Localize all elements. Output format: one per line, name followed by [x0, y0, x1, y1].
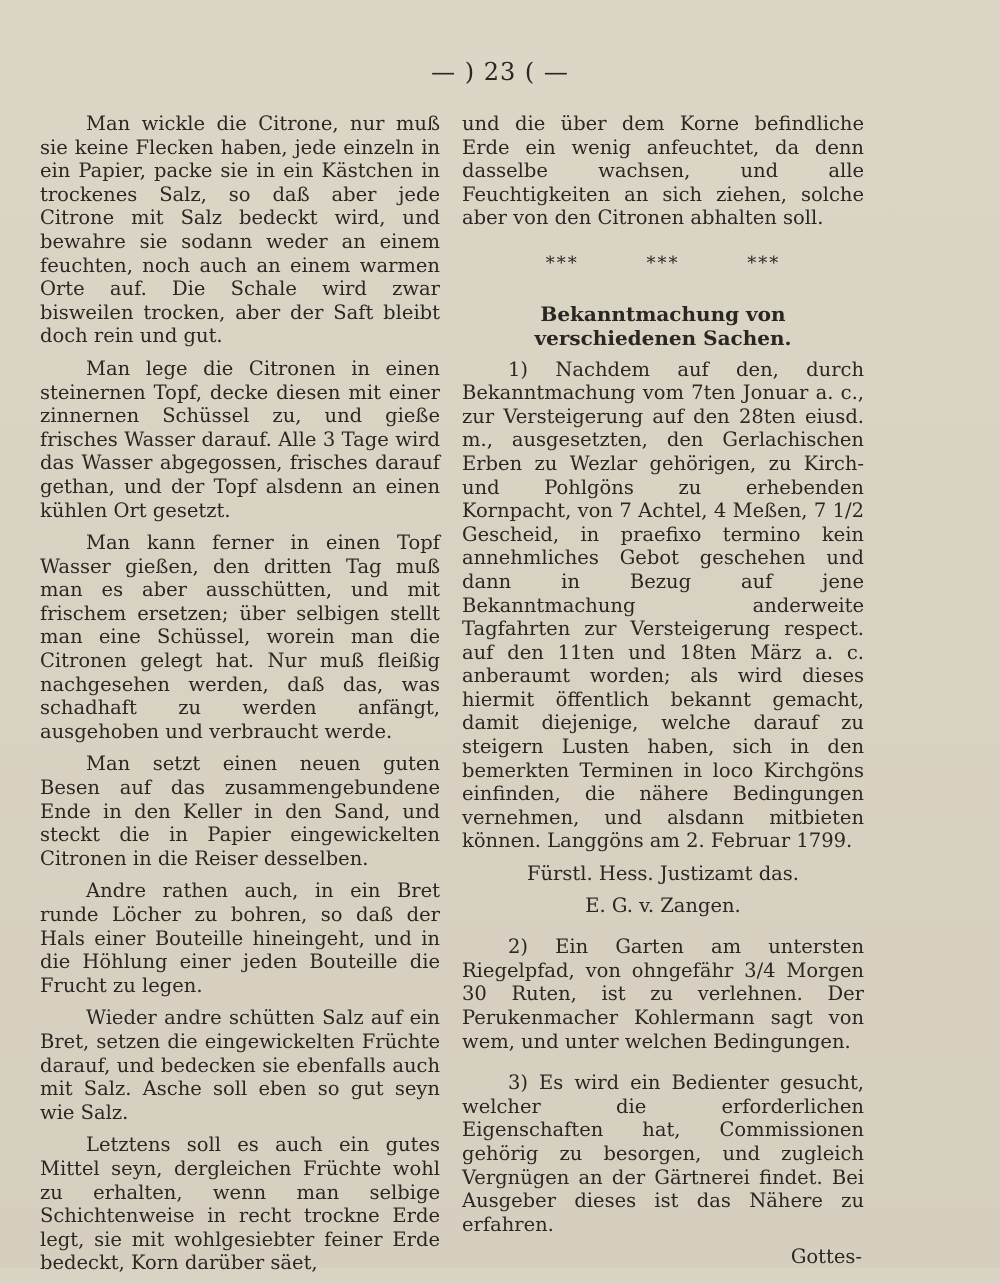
- catchword: Gottes-: [790, 1245, 862, 1269]
- right-column: [462, 112, 864, 1269]
- paragraph: Man kann ferner in einen Topf Wasser gießen, den dritten Tag muß man es aber ausschütten, und mit frischem ersetzen; über selbigen stellt man eine Schüssel, worein man die Citronen gelegt hat. Nur muß fleißig nachgesehen werden, daß das, was schadhaft zu werden anfängt, ausgehoben und verbraucht werde.: [40, 531, 440, 743]
- signature-name: E. G. v. Zangen.: [585, 893, 741, 917]
- section-divider-stars: *** *** ***: [545, 252, 781, 274]
- paragraph: Man setzt einen neuen guten Besen auf das zusammengebundene Ende in den Keller in den Sand, und steckt die in Papier eingewickelten Citronen in die Reiser desselben.: [40, 752, 440, 870]
- paragraph: Wieder andre schütten Salz auf ein Bret, setzen die eingewickelten Früchte darauf, und bedecken sie ebenfalls auch mit Salz. Asche soll eben so gut seyn wie Salz.: [40, 1006, 440, 1124]
- section-title: Bekanntmachung von verschiedenen Sachen.: [534, 301, 792, 350]
- page-number-header: — ) 23 ( —: [431, 58, 569, 86]
- paragraph: Letztens soll es auch ein gutes Mittel seyn, dergleichen Früchte wohl zu erhalten, wenn man selbige Schichtenweise in recht trockne Erde legt, sie mit wohlgesiebter feiner Erde bedeckt, Korn darüber säet,: [40, 1133, 440, 1275]
- paragraph: Andre rathen auch, in ein Bret runde Löcher zu bohren, so daß der Hals einer Bouteille hineingeht, und in die Höhlung einer jeden Bouteille die Frucht zu legen.: [40, 879, 440, 997]
- notice-item-3: 3) Es wird ein Bedienter gesucht, welcher die erforderlichen Eigenschaften hat, Commissionen gehörig zu besorgen, und zugleich Vergnügen an der Gärtnerei findet. Bei Ausgeber dieses ist das Nähere zu erfahren.: [462, 1071, 864, 1236]
- signature-office: Fürstl. Hess. Justizamt das.: [526, 862, 800, 886]
- notice-item-2: 2) Ein Garten am untersten Riegelpfad, von ohngefähr 3/4 Morgen 30 Ruten, ist zu verlehnen. Der Perukenmacher Kohlermann sagt von wem, und unter welchen Bedingungen.: [462, 935, 864, 1053]
- notice-item-1: 1) Nachdem auf den, durch Bekanntmachung vom 7ten Jonuar a. c., zur Versteigerung auf den 28ten eiusd. m., ausgesetzten, den Gerlachischen Erben zu Wezlar gehörigen, zu Kirch- und Pohlgöns zu erhebenden Kornpacht, von 7 Achtel, 4 Meßen, 7 1/2 Gescheid, in praefixo termino kein annehmliches Gebot geschehen und dann in Bezug auf jene Bekanntmachung anderweite Tagfahrten zur Versteigerung respect. auf den 11ten und 18ten März a. c. anberaumt worden; als wird dieses hiermit öffentlich bekannt gemacht, damit diejenige, welche darauf zu steigern Lusten haben, sich in den bemerkten Terminen in loco Kirchgöns einfinden, die nähere Bedingungen vernehmen, und alsdann mitbieten können. Langgöns am 2. Februar 1799.: [462, 357, 864, 853]
- paragraph: Man wickle die Citrone, nur muß sie keine Flecken haben, jede einzeln in ein Papier, packe sie in ein Kästchen in trockenes Salz, so daß aber jede Citrone mit Salz bedeckt wird, und bewahre sie sodann weder an einem feuchten, noch auch an einem warmen Orte auf. Die Schale wird zwar bisweilen trocken, aber der Saft bleibt doch rein und gut.: [40, 112, 440, 348]
- continued-paragraph: und die über dem Korne befindliche Erde ein wenig anfeuchtet, da denn dasselbe wachsen, und alle Feuchtigkeiten an sich ziehen, solche aber von den Citronen abhalten soll.: [462, 112, 864, 230]
- left-column: [40, 112, 440, 1284]
- paragraph: Man lege die Citronen in einen steinernen Topf, decke diesen mit einer zinnernen Schüssel zu, und gieße frisches Wasser darauf. Alle 3 Tage wird das Wasser abgegossen, frisches darauf gethan, und der Topf alsdenn an einen kühlen Ort gesetzt.: [40, 356, 440, 522]
